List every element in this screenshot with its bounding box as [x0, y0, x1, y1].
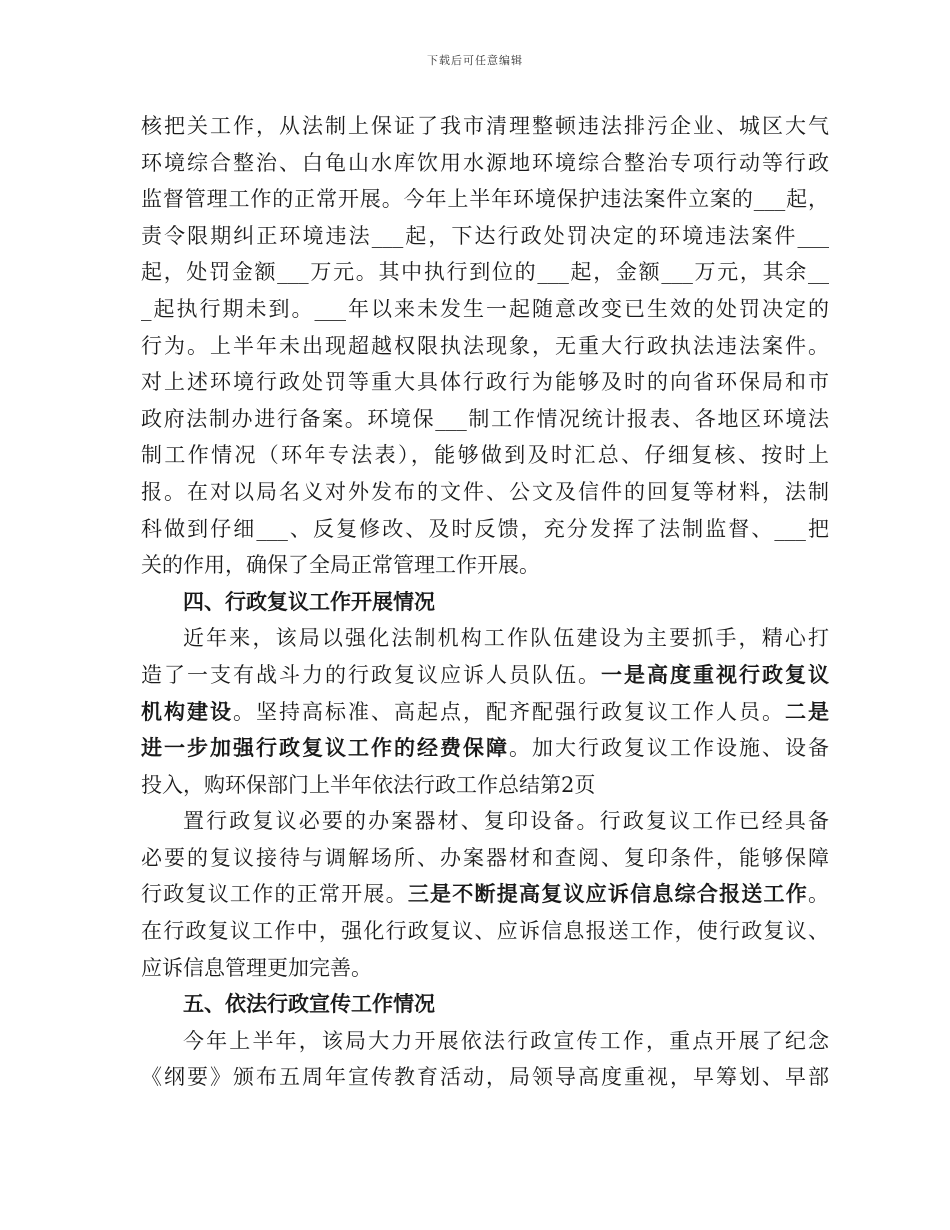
text-line: 起，处罚金额___万元。其中执行到位的___起，金额___万元，其余__: [141, 260, 829, 285]
text-line: 关的作用，确保了全局正常管理工作开展。: [141, 553, 540, 578]
bold-phrase: 二是: [785, 698, 829, 724]
text-line: 置行政复议必要的办案器材、复印设备。行政复议工作已经具备: [183, 809, 829, 834]
page-header: 下载后可任意编辑: [427, 54, 523, 67]
text-line: 核把关工作，从法制上保证了我市清理整顿违法排污企业、城区大气: [141, 114, 829, 138]
text-line: 环境综合整治、白龟山水库饮用水源地环境综合整治专项行动等行政: [141, 150, 829, 175]
text-line: 在行政复议工作中，强化行政复议、应诉信息报送工作，使行政复议、: [141, 919, 829, 944]
text-line: 监督管理工作的正常开展。今年上半年环境保护违法案件立案的___起，: [141, 187, 829, 212]
text-line: 必要的复议接待与调解场所、办案器材和查阅、复印条件，能够保障: [141, 845, 829, 870]
text-line: 科做到仔细___、反复修改、及时反馈，充分发挥了法制监督、___把: [141, 516, 829, 541]
text-line: 行政复议工作的正常开展。三是不断提高复议应诉信息综合报送工作。: [141, 881, 830, 907]
bold-phrase: 机构建设: [141, 698, 233, 724]
text-line: 今年上半年，该局大力开展依法行政宣传工作，重点开展了纪念: [183, 1028, 829, 1053]
section-heading: 四、行政复议工作开展情况: [183, 588, 435, 614]
text-line: 进一步加强行政复议工作的经费保障。加大行政复议工作设施、设备: [141, 735, 829, 761]
text-line: 报。在对以局名义对外发布的文件、公文及信件的回复等材料，法制: [141, 479, 829, 504]
text-line: 应诉信息管理更加完善。: [141, 955, 372, 980]
bold-phrase: 三是不断提高复议应诉信息综合报送工作: [407, 881, 809, 907]
text-line: 造了一支有战斗力的行政复议应诉人员队伍。一是高度重视行政复议: [141, 661, 829, 687]
text-line: _起执行期未到。___年以来未发生一起随意改变已生效的处罚决定的: [141, 296, 829, 321]
text-line: 政府法制办进行备案。环境保___制工作情况统计报表、各地区环境法: [141, 406, 829, 431]
text-line: 近年来，该局以强化法制机构工作队伍建设为主要抓手，精心打: [183, 626, 829, 651]
text-line: 机构建设。坚持高标准、高起点，配齐配强行政复议工作人员。二是: [141, 698, 829, 724]
text-line: 责令限期纠正环境违法___起，下达行政处罚决定的环境违法案件___: [141, 223, 829, 248]
text-line: 《纲要》颁布五周年宣传教育活动，局领导高度重视，早筹划、早部: [141, 1065, 829, 1090]
bold-phrase: 进一步加强行政复议工作的经费保障: [141, 735, 509, 761]
document-body: [141, 108, 829, 1096]
section-heading: 五、依法行政宣传工作情况: [183, 991, 435, 1017]
text-line: 投入，购环保部门上半年依法行政工作总结第2页: [141, 772, 596, 797]
text-line: 对上述环境行政处罚等重大具体行政行为能够及时的向省环保局和市: [141, 370, 829, 395]
bold-phrase: 一是高度重视行政复议: [601, 661, 829, 687]
text-line: 行为。上半年未出现超越权限执法现象，无重大行政执法违法案件。: [141, 333, 829, 358]
text-line: 制工作情况（环年专法表），能够做到及时汇总、仔细复核、按时上: [141, 443, 829, 468]
